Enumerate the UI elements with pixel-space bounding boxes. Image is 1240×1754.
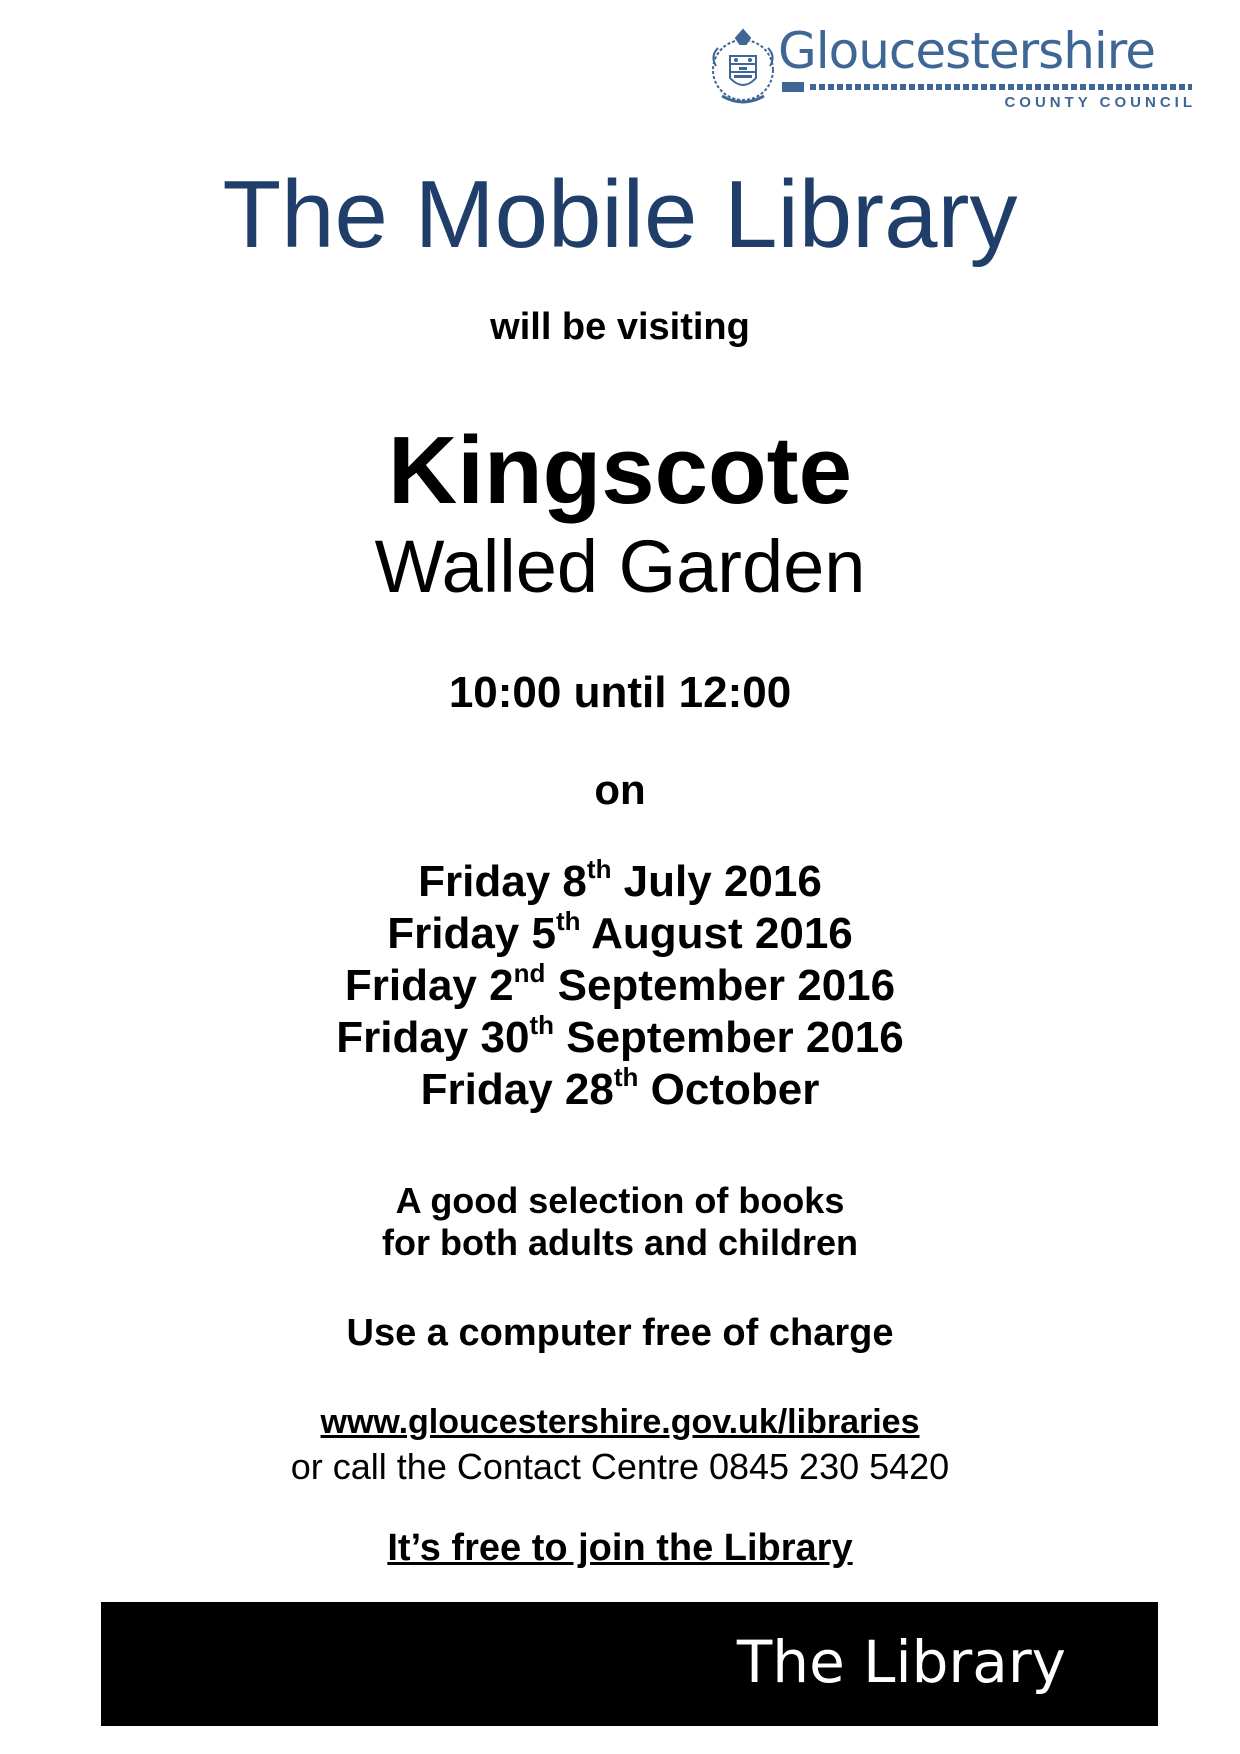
footer-banner: [101, 1602, 1158, 1726]
date-line: Friday 2nd September 2016: [344, 958, 896, 1010]
date-line: Friday 28th October: [420, 1062, 820, 1114]
date-line: Friday 30th September 2016: [336, 1010, 904, 1062]
council-subtitle: COUNTY COUNCIL: [1004, 94, 1196, 111]
page-title: The Mobile Library: [222, 161, 1018, 268]
location-name: Kingscote: [387, 417, 853, 524]
visit-time: 10:00 until 12:00: [448, 668, 792, 717]
footer-label: The Library: [736, 1628, 1066, 1696]
council-logo: [706, 22, 1206, 116]
website-link[interactable]: www.gloucestershire.gov.uk/libraries: [320, 1403, 920, 1441]
date-line: Friday 5th August 2016: [387, 906, 853, 958]
date-line: Friday 8th July 2016: [418, 854, 822, 906]
visit-dates: [0, 856, 1240, 1116]
on-text: on: [594, 766, 646, 813]
logo-dashed-bar: [782, 82, 1192, 92]
computer-text: Use a computer free of charge: [346, 1312, 894, 1354]
intro-text: will be visiting: [490, 306, 750, 348]
join-text: It’s free to join the Library: [387, 1527, 853, 1569]
selection-line-1: A good selection of books: [395, 1180, 845, 1221]
contact-text: or call the Contact Centre 0845 230 5420: [290, 1446, 950, 1487]
location-detail: Walled Garden: [374, 525, 866, 608]
coat-of-arms-icon: [706, 26, 780, 110]
council-name: Gloucestershire: [778, 22, 1155, 80]
selection-line-2: for both adults and children: [382, 1222, 858, 1263]
book-selection-text: [0, 1180, 1240, 1264]
